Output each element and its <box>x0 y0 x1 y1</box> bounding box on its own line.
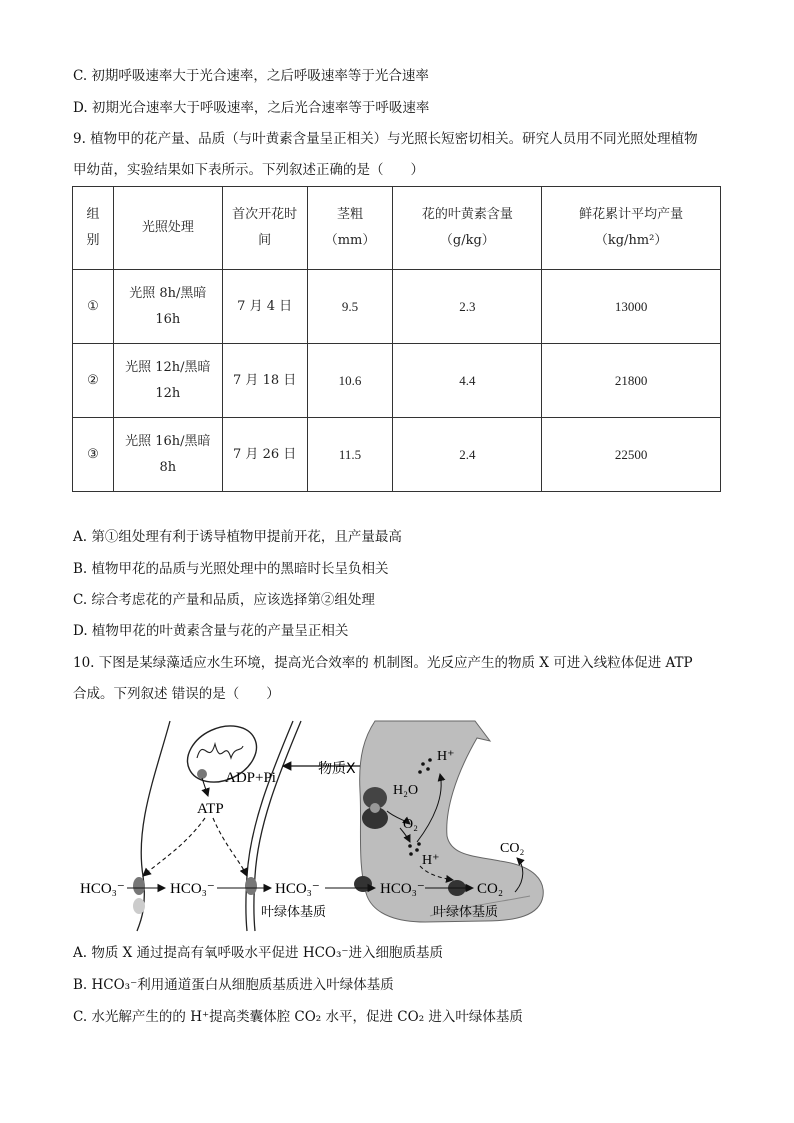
table-header-row <box>73 187 721 270</box>
cell-yield: 22500 <box>542 418 721 492</box>
hco3-thylakoid-label: HCO₃⁻ <box>380 881 425 897</box>
table-row <box>73 344 721 418</box>
algae-mechanism-diagram <box>75 716 555 936</box>
cell-group: ③ <box>73 418 114 492</box>
q9-option-a: A. 第①组处理有利于诱导植物甲提前开花，且产量最高 <box>73 529 402 545</box>
chloroplast-inner-membrane <box>254 721 301 931</box>
q9-results-table <box>72 186 721 492</box>
cell-lutein: 2.3 <box>393 270 542 344</box>
atp-label: ATP <box>197 801 224 817</box>
cell-stem: 11.5 <box>307 418 393 492</box>
thylakoid-transporter-icon <box>354 876 372 892</box>
header-light: 光照处理 <box>113 187 222 270</box>
cell-first-bloom: 7 月 18 日 <box>222 344 307 418</box>
cell-light: 光照 8h/黑暗 16h <box>113 270 222 344</box>
q10-option-c: C. 水光解产生的的 H⁺提高类囊体腔 CO₂ 水平，促进 CO₂ 进入叶绿体基质 <box>73 1009 523 1025</box>
q10-stem-line1: 10. 下图是某绿藻适应水生环境，提高光合效率的 机制图。光反应产生的物质 X 可进入线粒体促进 ATP <box>73 655 693 671</box>
stroma-label-right: 叶绿体基质 <box>433 905 499 920</box>
cell-yield: 13000 <box>542 270 721 344</box>
table-row <box>73 270 721 344</box>
cell-stem: 10.6 <box>307 344 393 418</box>
o2-label: O₂ <box>403 817 418 832</box>
hco3-outside-label: HCO₃⁻ <box>80 881 125 897</box>
table-row <box>73 418 721 492</box>
chloroplast-transporter-icon <box>245 877 257 895</box>
co2-out-label: CO₂ <box>500 841 525 856</box>
q10-option-b: B. HCO₃⁻利用通道蛋白从细胞质基质进入叶绿体基质 <box>73 977 394 993</box>
q8-option-c: C. 初期呼吸速率大于光合速率，之后呼吸速率等于光合速率 <box>73 68 429 84</box>
stroma-label-left: 叶绿体基质 <box>261 905 327 920</box>
q10-stem-line2: 合成。下列叙述 错误的是（ ） <box>73 686 280 702</box>
cell-yield: 21800 <box>542 344 721 418</box>
substance-x-label: 物质X <box>318 761 356 777</box>
cell-first-bloom: 7 月 4 日 <box>222 270 307 344</box>
header-group: 组 别 <box>73 187 114 270</box>
q9-stem-line2: 甲幼苗，实验结果如下表所示。下列叙述正确的是（ ） <box>73 162 424 178</box>
membrane-transporter-icon <box>133 877 145 895</box>
hco3-stroma-label: HCO₃⁻ <box>275 881 320 897</box>
hco3-cytoplasm-label: HCO₃⁻ <box>170 881 215 897</box>
adp-pi-label: ADP+Pi <box>225 770 276 786</box>
header-stem: 茎粗 （mm） <box>307 187 393 270</box>
cell-stem: 9.5 <box>307 270 393 344</box>
header-first-bloom: 首次开花时 间 <box>222 187 307 270</box>
cell-lutein: 4.4 <box>393 344 542 418</box>
q10-option-a: A. 物质 X 通过提高有氧呼吸水平促进 HCO₃⁻进入细胞质基质 <box>73 945 444 961</box>
h-plus-stroma-label: H⁺ <box>422 853 440 868</box>
cell-group: ② <box>73 344 114 418</box>
q9-option-d: D. 植物甲花的叶黄素含量与花的产量呈正相关 <box>73 623 349 639</box>
h2o-label: H₂O <box>393 783 419 798</box>
h-plus-lumen-label: H⁺ <box>437 749 455 764</box>
q9-option-b: B. 植物甲花的品质与光照处理中的黑暗时长呈负相关 <box>73 561 389 577</box>
cell-light: 光照 12h/黑暗 12h <box>113 344 222 418</box>
cell-group: ① <box>73 270 114 344</box>
q9-option-c: C. 综合考虑花的产量和品质，应该选择第②组处理 <box>73 592 375 608</box>
q8-option-d: D. 初期光合速率大于呼吸速率，之后光合速率等于呼吸速率 <box>73 100 430 116</box>
co2-inside-label: CO₂ <box>477 881 504 897</box>
cell-light: 光照 16h/黑暗 8h <box>113 418 222 492</box>
cell-lutein: 2.4 <box>393 418 542 492</box>
atp-synthase-icon <box>197 769 207 779</box>
header-yield: 鲜花累计平均产量 （kg/hm²） <box>542 187 721 270</box>
header-lutein: 花的叶黄素含量 （g/kg） <box>393 187 542 270</box>
q9-stem-line1: 9. 植物甲的花产量、品质（与叶黄素含量呈正相关）与光照长短密切相关。研究人员用不同光照处理植物 <box>73 131 698 147</box>
cell-first-bloom: 7 月 26 日 <box>222 418 307 492</box>
